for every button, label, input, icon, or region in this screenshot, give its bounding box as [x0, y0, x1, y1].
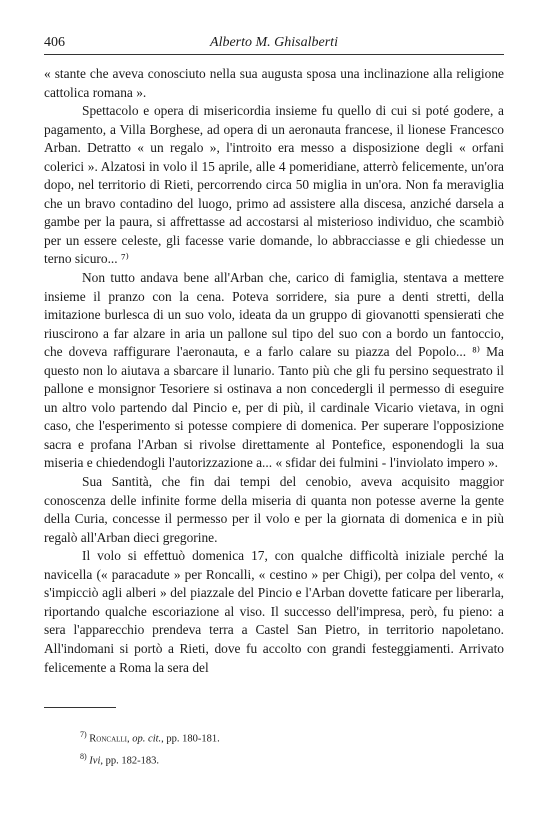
footnote-pages: pp. 180-181. [166, 733, 220, 745]
paragraph: Non tutto andava bene all'Arban che, carico di famiglia, stentava a mettere insieme il pranzo con la cena. Poteva sorridere, sia pure a denti stretti, della imitazione burlesca di un suo volo, ideata da un gruppo di giovanotti spensierati che riuscirono a far alzare in aria un pallone sul tipo del suo con a bordo un fantoccio, che doveva raffigurare l'aeronauta, e a farlo calare su piazza del Popolo... ⁸⁾ Ma questo non lo aiutava a sbarcare il lunario. Tanto più che gli fu persino sequestrato il pallone e monsignor Tesoriere si ostinava a non concedergli il permesso di eseguire un altro volo partendo dal Pincio e, per di più, il cardinale Vicario vietava, in ogni caso, che l'esperimento si potesse compiere di domenica. Per superare l'opposizione sacra e profana l'Arban si rivolse direttamente al Pontefice, esponendogli la sua miseria e chiedendogli l'autorizzazione a... « sfidar dei fulmini - l'inviolato impero ». [44, 270, 504, 471]
footnote: $^{8)}$ Ivi, pp. 182-183. [80, 751, 159, 767]
footnote-separator [44, 707, 116, 708]
footnote-author: Roncalli [89, 733, 128, 745]
running-title: Alberto M. Ghisalberti [210, 35, 338, 50]
footnote-marker: 7) [80, 730, 87, 740]
footnote-ref: op. cit. [132, 733, 162, 745]
body-text [44, 65, 504, 677]
paragraph: Sua Santità, che fin dai tempi del cenobio, aveva acquisito maggior conoscenza delle infinite forme della miseria di quanta non potesse averne la gente della Curia, concesse il permesso per il volo e per la giornata di domenica e in più regalò all'Arban dieci gregorine. [44, 474, 504, 545]
page-header [44, 32, 504, 55]
paragraph: Il volo si effettuò domenica 17, con qualche difficoltà iniziale perché la navicella (« paracadute » per Roncalli, « cestino » per Chigi), per colpa del vento, « s'impicciò agli alberi » del piazzale del Pincio e l'Arban dovette faticare per liberarla, riportando qualche escoriazione al viso. Il successo dell'impresa, però, fu pieno: a sera l'apparecchio prendeva terra a Castel San Pietro, in territorio napoletano. All'indomani si portò a Rieti, dove fu accolto con grandi festeggiamenti. Arrivato felicemente a Roma la sera del [44, 548, 504, 675]
paragraph: Spettacolo e opera di misericordia insieme fu quello di cui si poté godere, a pagamento, a Villa Borghese, ad opera di un aeronauta francese, il lionese Francesco Arban. Detratto « un regalo », l'introito era messo a disposizione degli « orfani colerici ». Alzatosi in volo il 15 aprile, alle 4 pomeridiane, atterrò felicemente, un'ora dopo, nel territorio di Rieti, percorrendo circa 50 miglia in un'ora. Non fa meraviglia che un bravo contadino del luogo, primo ad assistere alla discesa, anziché darsela a gambe per la paura, si affrettasse ad accostarsi al misterioso individuo, che scambiò per un essere celeste, gli facesse varie domande, lo abbracciasse e gli chiedesse un terno sicuro... ⁷⁾ [44, 103, 504, 267]
footnote-marker: 8) [80, 751, 87, 761]
footnote: $^{7)}$ Roncalli, op. cit., pp. 180-181. [80, 730, 220, 745]
footnote-ref: Ivi [89, 755, 101, 767]
footnotes [44, 726, 504, 769]
page-number: 406 [44, 35, 65, 50]
footnote-pages: pp. 182-183. [105, 755, 159, 767]
paragraph: « stante che aveva conosciuto nella sua augusta sposa una inclinazione alla religione cattolica romana ». [44, 66, 504, 100]
